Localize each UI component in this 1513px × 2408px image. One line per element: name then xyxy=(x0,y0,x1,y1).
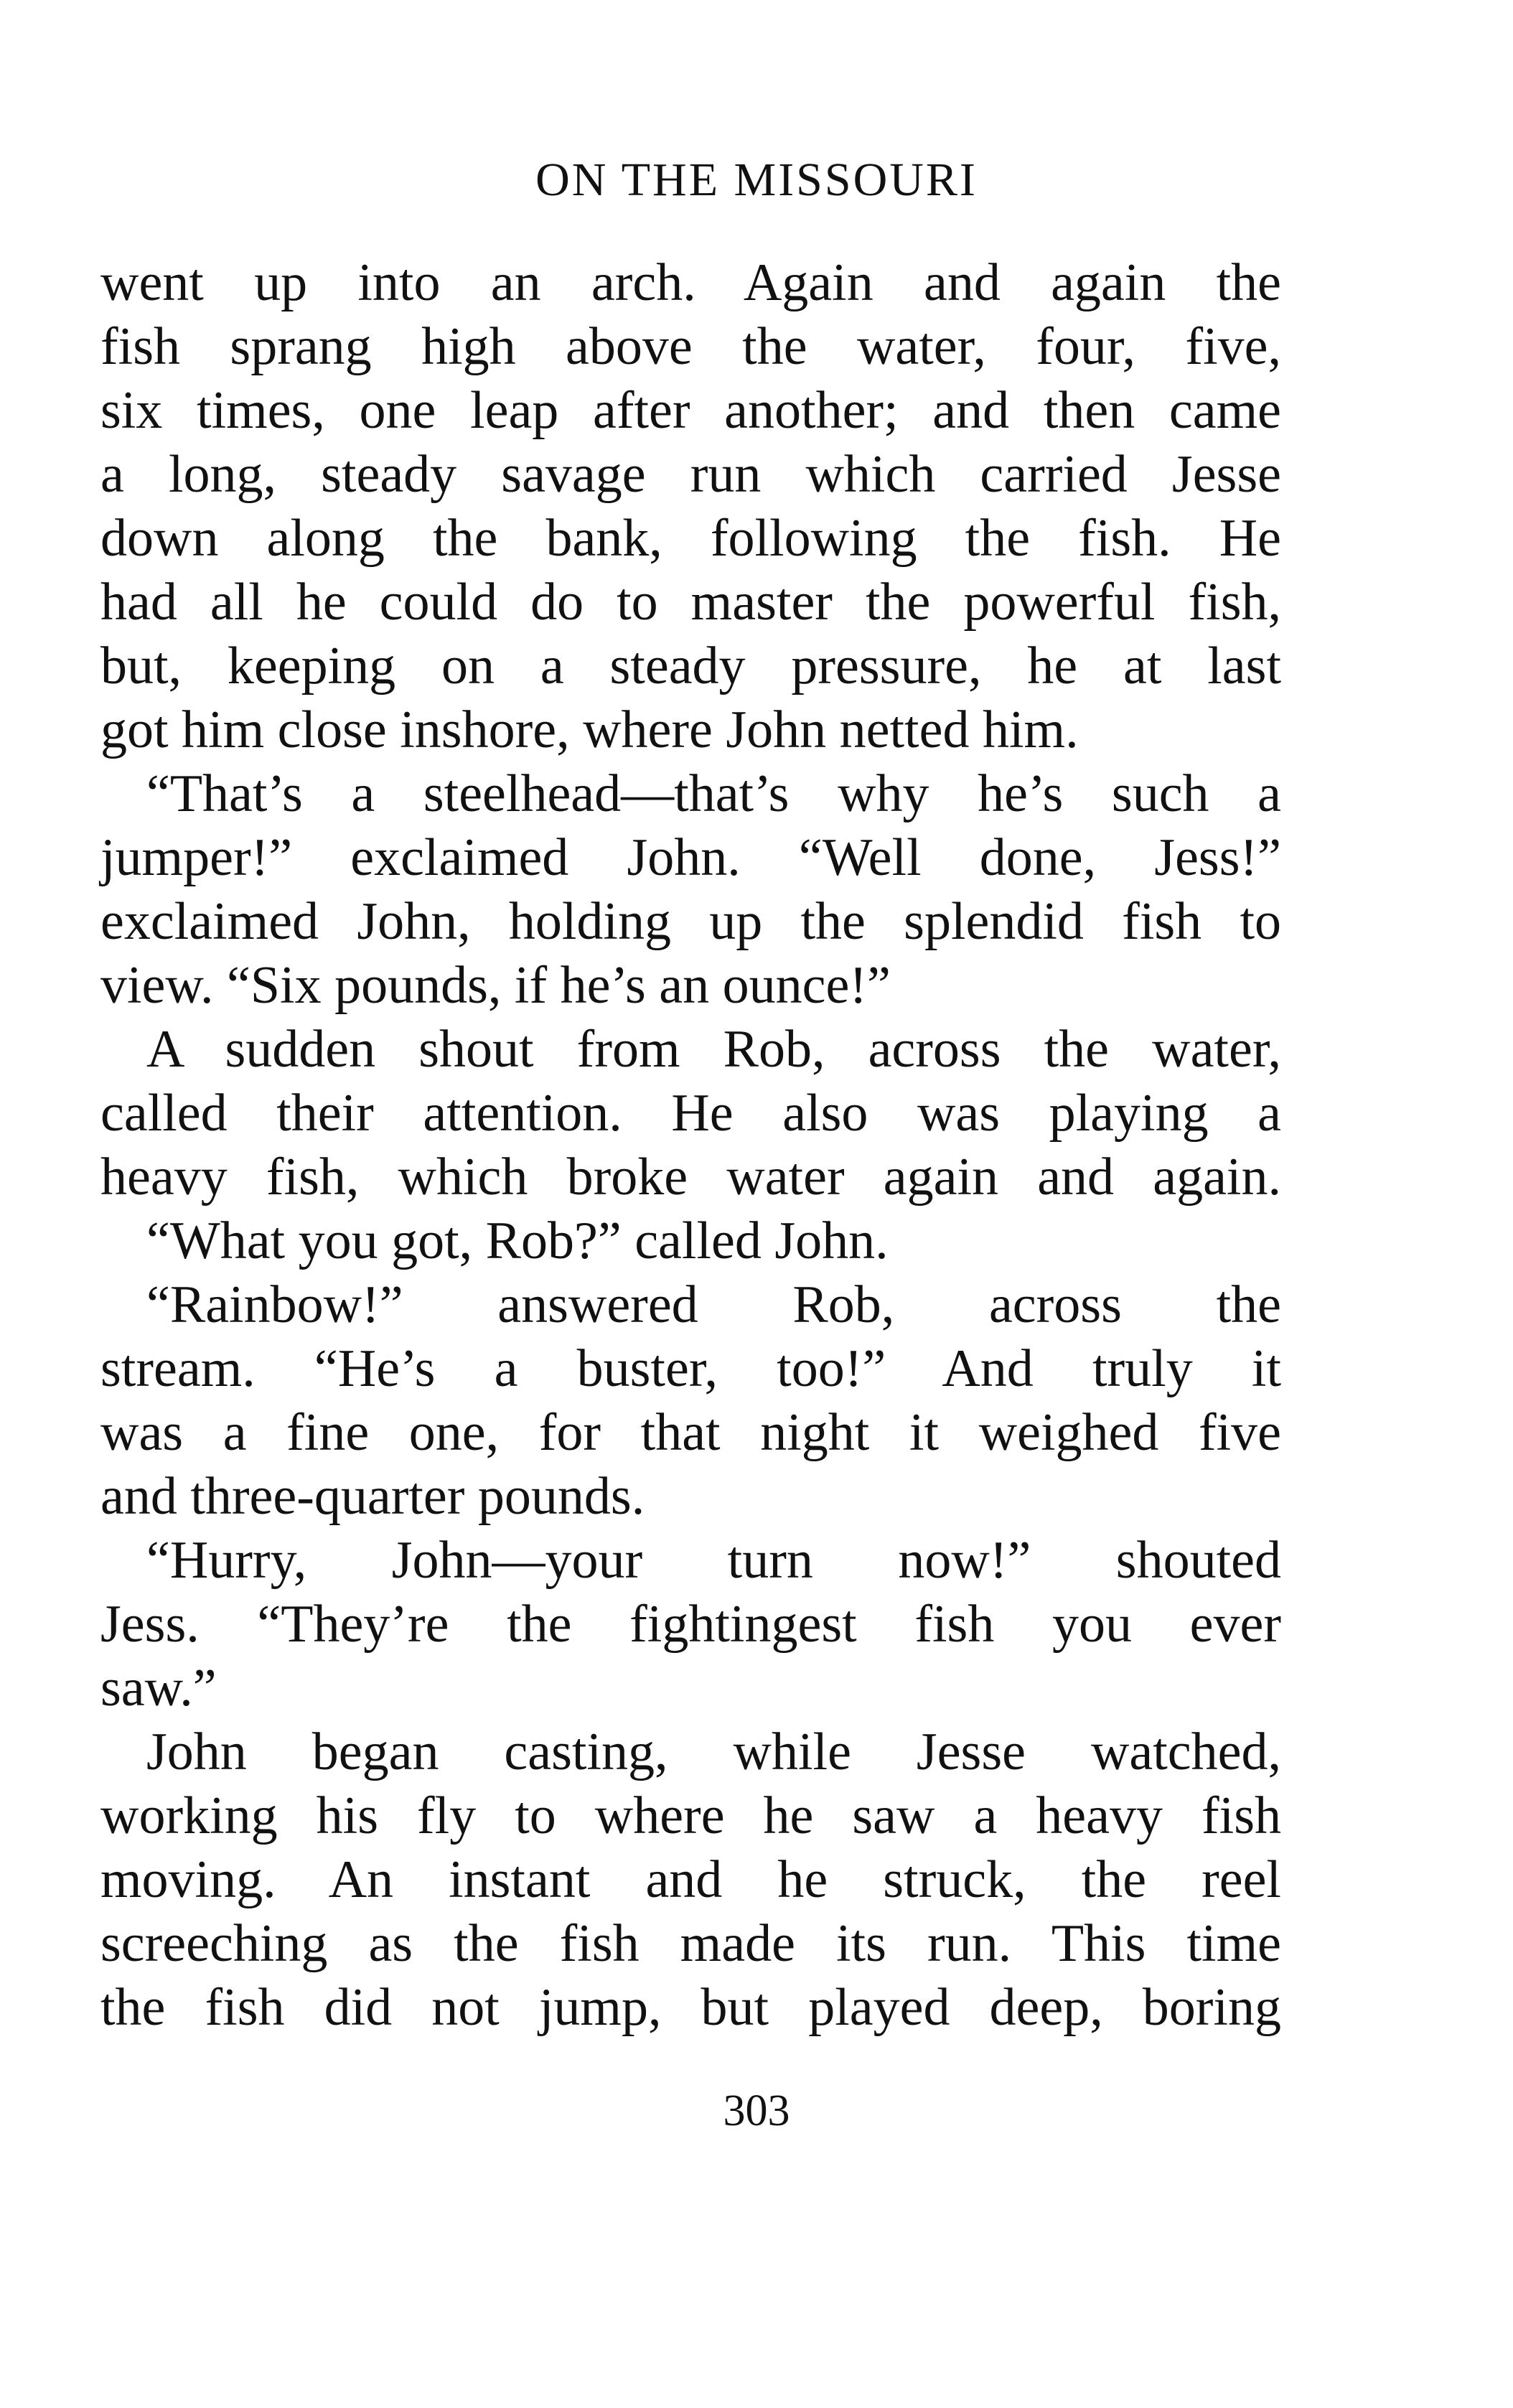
text-line: screeching as the fish made its run. This time xyxy=(100,1914,1281,1973)
text-line: “Hurry, John—your turn now!” shouted xyxy=(146,1531,1281,1590)
text-line: was a fine one, for that night it weighed five xyxy=(100,1403,1281,1462)
text-line: down along the bank, following the fish. He xyxy=(100,509,1281,568)
text-line: moving. An instant and he struck, the reel xyxy=(100,1850,1281,1909)
text-line: John began casting, while Jesse watched, xyxy=(146,1723,1281,1781)
running-head: ON THE MISSOURI xyxy=(535,154,978,206)
page-number: 303 xyxy=(723,2086,790,2135)
text-line: “What you got, Rob?” called John. xyxy=(146,1212,889,1270)
text-line: called their attention. He also was playing a xyxy=(100,1084,1281,1143)
text-line: “Rainbow!” answered Rob, across the xyxy=(146,1275,1281,1334)
text-line: had all he could do to master the powerful fish, xyxy=(100,573,1281,632)
text-line: went up into an arch. Again and again the xyxy=(100,253,1281,312)
text-line: a long, steady savage run which carried Jesse xyxy=(100,445,1281,504)
text-line: the fish did not jump, but played deep, boring xyxy=(100,1978,1281,2037)
body-text xyxy=(100,251,1281,2040)
text-line: working his fly to where he saw a heavy fish xyxy=(100,1786,1281,1845)
text-line: stream. “He’s a buster, too!” And truly it xyxy=(100,1339,1281,1398)
text-line: exclaimed John, holding up the splendid fish to xyxy=(100,892,1281,951)
text-line: heavy fish, which broke water again and again. xyxy=(100,1148,1281,1207)
text-line: jumper!” exclaimed John. “Well done, Jess!” xyxy=(100,828,1281,887)
text-line: view. “Six pounds, if he’s an ounce!” xyxy=(100,956,891,1015)
text-line: got him close inshore, where John netted him. xyxy=(100,701,1079,759)
text-line: “That’s a steelhead—that’s why he’s such a xyxy=(146,764,1281,823)
text-line: fish sprang high above the water, four, five, xyxy=(100,317,1281,376)
text-line: but, keeping on a steady pressure, he at last xyxy=(100,637,1281,695)
text-line: saw.” xyxy=(100,1659,217,1718)
text-line: Jess. “They’re the fightingest fish you ever xyxy=(100,1595,1281,1654)
text-line: A sudden shout from Rob, across the water, xyxy=(146,1020,1281,1079)
text-line: and three-quarter pounds. xyxy=(100,1467,645,1526)
text-line: six times, one leap after another; and then came xyxy=(100,381,1281,440)
